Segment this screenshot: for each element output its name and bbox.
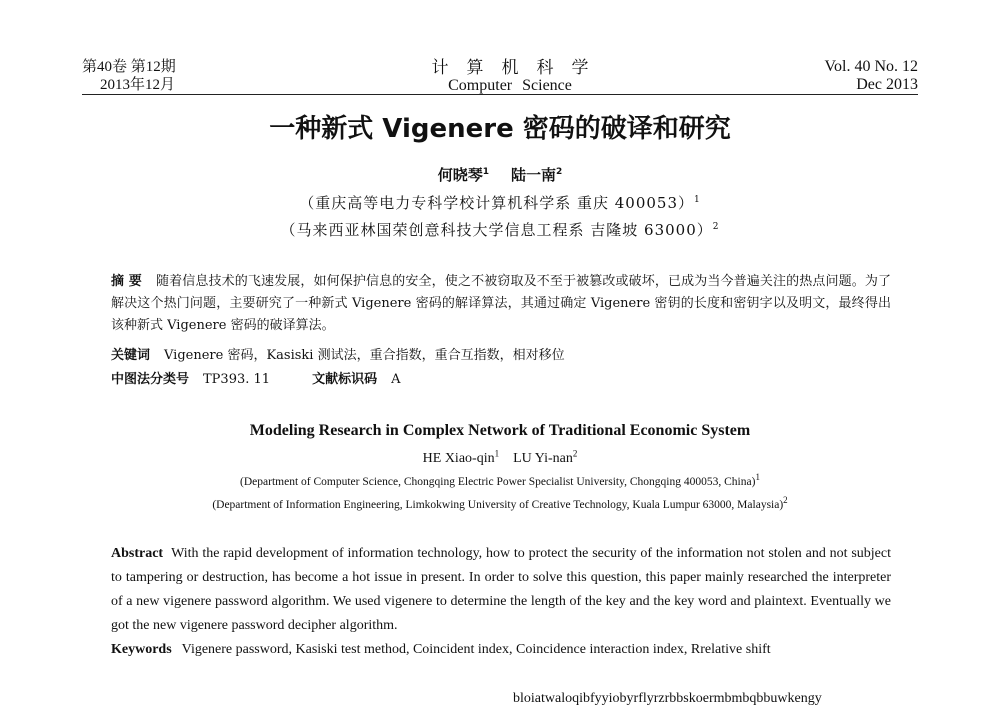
journal-volume-info	[82, 58, 176, 94]
affiliation-sup: 2	[712, 222, 720, 232]
authors-cn	[0, 165, 1000, 185]
volume-issue: 第40卷 第12期	[82, 59, 176, 75]
paper-title-cn: 一种新式 Vigenere 密码的破译和研究	[269, 114, 731, 144]
journal-name-en: Computer Science	[448, 77, 572, 94]
keywords-label-cn: 关键词	[111, 348, 151, 363]
keywords-label-en: Keywords	[111, 642, 172, 657]
classification-line	[111, 369, 891, 391]
abstract-text-cn: 随着信息技术的飞速发展，如何保护信息的安全，使之不被窃取及不至于被篡改或破坏，已成为当今普遍关注的热点问题。为了解决这个热门问题，主要研究了一种新式 Vigenere 密码的解译算法，其通过确定 Vigenere 密钥的长度和密钥字以及明文，最终得出该种新式 Vigenere 密码的破译算法。	[111, 274, 891, 333]
volume-issue-en: Vol. 40 No. 12	[824, 58, 918, 75]
keywords-text-cn: Vigenere 密码，Kasiski 测试法，重合指数，重合互指数，相对移位	[164, 348, 565, 363]
journal-name	[380, 58, 640, 94]
author-sup-en: 2	[572, 448, 578, 459]
affiliation-text: （马来西亚林国荣创意科技大学信息工程系 吉隆坡 63000）	[280, 221, 713, 239]
author-name-en: HE Xiao-qin	[422, 451, 495, 466]
keywords-text-en: Vigenere password, Kasiski test method, Coincident index, Coincidence interaction index, Rrelative shift	[181, 642, 771, 657]
affiliation-cn	[0, 220, 1000, 240]
abstract-label-cn: 摘 要	[111, 274, 142, 289]
doc-code-value: A	[391, 372, 401, 387]
issue-date-en: Dec 2013	[856, 76, 918, 93]
affiliation-sup-en: 2	[783, 495, 788, 506]
abstract-text-en: With the rapid development of information technology, how to protect the security of the information not stolen and not subject to tampering or destruction, has become a hot issue in present. In order to solve this question, this paper mainly researched the interpreter of a new vigenere password algorithm. We used vigenere to determine the length of the key and the key word and plaintext. Eventually we got the new vigenere password decipher algorithm.	[111, 546, 891, 633]
affiliation-sup: 1	[694, 195, 701, 205]
header-rule	[82, 94, 918, 95]
abstract-cn	[111, 271, 891, 337]
author-sup-en: 1	[494, 448, 500, 459]
clc-label: 中图法分类号	[111, 372, 190, 387]
paper-title-en: Modeling Research in Complex Network of Traditional Economic System	[249, 422, 751, 439]
journal-volume-info-en	[825, 58, 919, 94]
affiliation-text: （重庆高等电力专科学校计算机科学系 重庆 400053）	[299, 194, 695, 212]
affiliation-en	[0, 497, 1000, 513]
affiliation-cn	[0, 193, 1000, 213]
affiliation-text-en: (Department of Information Engineering, Limkokwing University of Creative Technology, Kuala Lumpur 63000, Malaysia)	[212, 499, 784, 511]
issue-date-cn: 2013年12月	[100, 77, 176, 93]
authors-en	[0, 450, 1000, 468]
abstract-label-en: Abstract	[111, 546, 164, 561]
clc-value: TP393. 11	[203, 372, 271, 387]
keywords-cn	[111, 345, 891, 367]
author-sup: 1	[482, 167, 489, 177]
affiliation-en	[0, 474, 1000, 490]
author-sup: 2	[556, 167, 563, 177]
author-name: 何晓琴	[437, 166, 483, 184]
affiliation-text-en: (Department of Computer Science, Chongqing Electric Power Specialist University, Chongqing 400053, China)	[240, 476, 756, 488]
journal-name-cn: 计算机科学	[431, 58, 607, 78]
keywords-en	[111, 638, 891, 662]
doc-code-label: 文献标识码	[312, 372, 378, 387]
author-name-en: LU Yi-nan	[513, 451, 573, 466]
abstract-en	[111, 542, 891, 638]
affiliation-sup-en: 1	[755, 472, 760, 483]
ciphertext-fragment: bloiatwaloqibfyyiobyrflyrzrbbskoermbmbqbbuwkengy	[513, 691, 822, 706]
author-name: 陆一南	[511, 166, 557, 184]
